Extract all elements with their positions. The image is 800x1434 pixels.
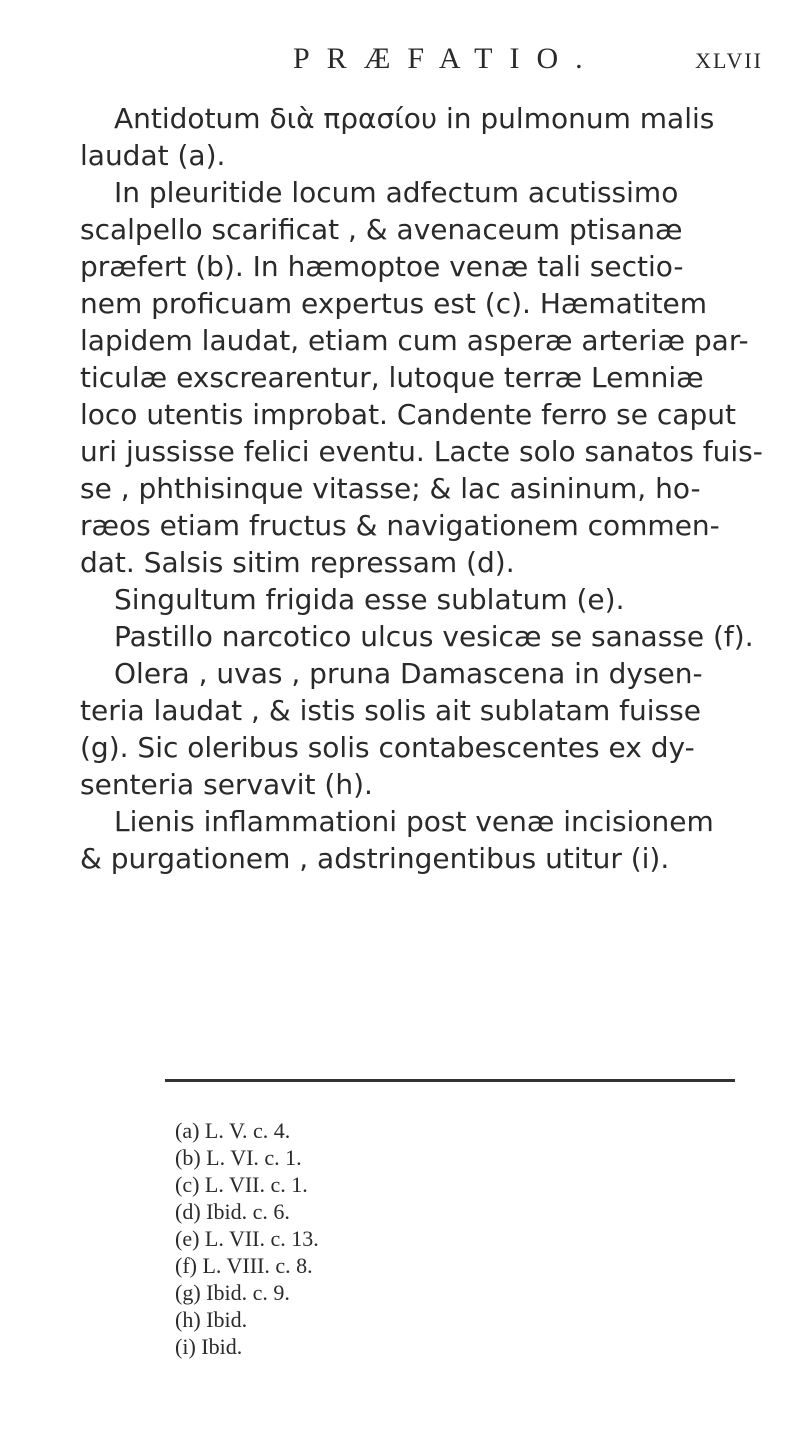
text-line: uri jussisse felici eventu. Lacte solo sanatos fuis- [80,435,763,468]
text-line: & purgationem , adstringentibus utitur (i). [80,842,670,875]
footnote: (d) Ibid. c. 6. [175,1199,290,1224]
text-line: Lienis inflammationi post venæ incisionem [114,805,714,838]
footnote: (a) L. V. c. 4. [175,1118,291,1143]
text-line: præfert (b). In hæmoptoe venæ tali sectio- [80,250,684,283]
text-line: Pastillo narcotico ulcus vesicæ se sanasse (f). [114,620,754,653]
text-line: se , phthisinque vitasse; & lac asininum, ho- [80,472,701,505]
footnote: (e) L. VII. c. 13. [175,1226,319,1251]
text-line: dat. Salsis sitim repressam (d). [80,546,515,579]
main-text [80,100,780,877]
text-line: senteria servavit (h). [80,768,373,801]
text-line: ræos etiam fructus & navigationem commen- [80,509,720,542]
footnote-rule [165,1079,735,1082]
text-line: Olera , uvas , pruna Damascena in dysen- [114,657,703,690]
running-header [293,42,763,82]
text-line: (g). Sic oleribus solis contabescentes ex dy- [80,731,695,764]
footnote: (h) Ibid. [175,1307,248,1332]
text-line: lapidem laudat, etiam cum asperæ arteriæ par- [80,324,749,357]
text-line: ticulæ exscrearentur, lutoque terræ Lemniæ [80,361,704,394]
footnote: (i) Ibid. [175,1334,243,1359]
footnote: (b) L. VI. c. 1. [175,1145,302,1170]
footnotes [175,1117,319,1360]
text-line: In pleuritide locum adfectum acutissimo [114,176,679,209]
text-line: Antidotum διὰ πρασίου in pulmonum malis [114,102,715,135]
text-line: nem proficuam expertus est (c). Hæmatitem [80,287,708,320]
text-line: Singultum frigida esse sublatum (e). [114,583,625,616]
text-line: teria laudat , & istis solis ait sublatam fuisse [80,694,701,727]
text-line: laudat (a). [80,139,226,172]
text-line: loco utentis improbat. Candente ferro se caput [80,398,736,431]
text-line: scalpello scarificat , & avenaceum ptisanæ [80,213,683,246]
page-number: XLVII [695,48,763,73]
footnote: (f) L. VIII. c. 8. [175,1253,313,1278]
header-title: PRÆFATIO. [293,42,600,75]
footnote: (c) L. VII. c. 1. [175,1172,308,1197]
footnote: (g) Ibid. c. 9. [175,1280,290,1305]
